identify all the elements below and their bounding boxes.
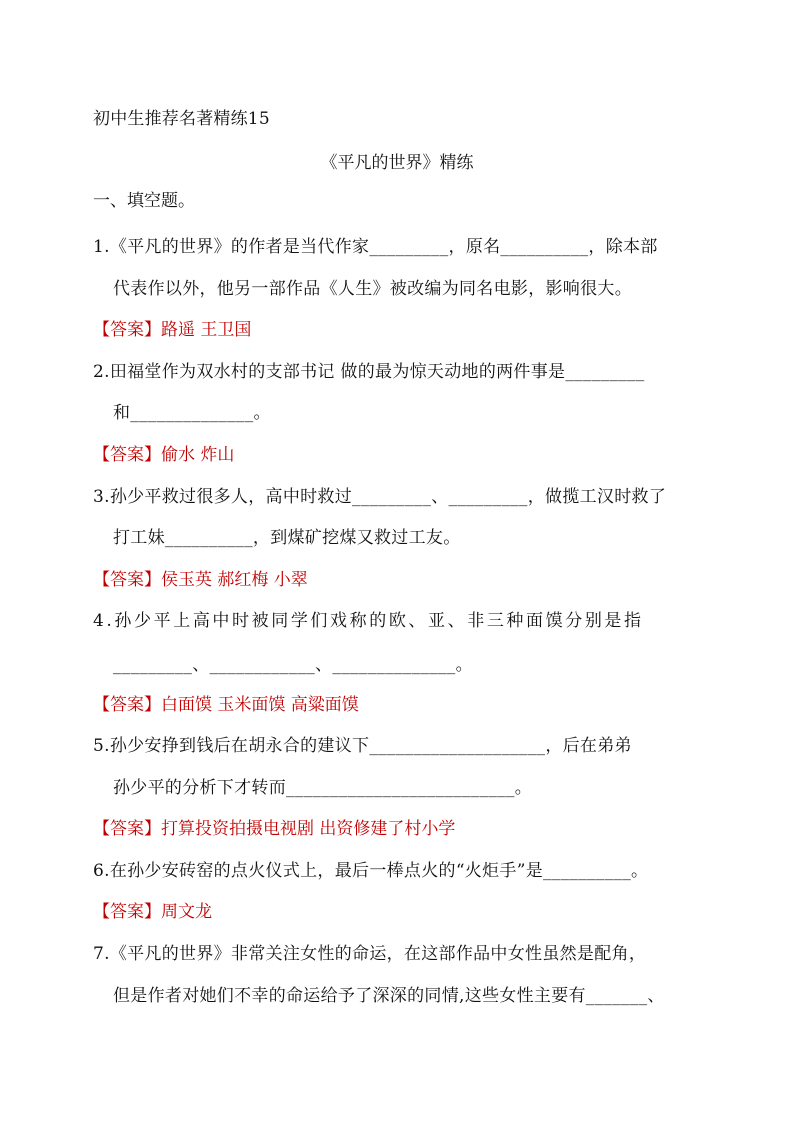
document-title: 《平凡的世界》精练 — [320, 153, 474, 173]
answer-6 — [93, 897, 212, 922]
answer-tag: 【答案】 — [93, 570, 161, 590]
answer-tag: 【答案】 — [93, 445, 161, 465]
question-3-line-2: 打工妹__________，到煤矿挖煤又救过工友。 — [113, 528, 461, 548]
question-5-line-2: 孙少平的分析下才转而__________________________。 — [113, 778, 533, 798]
answer-2 — [93, 440, 234, 465]
question-3-line-1: 3.孙少平救过很多人，高中时救过_________、_________，做揽工汉时救了 — [93, 487, 667, 507]
answer-5 — [93, 814, 455, 839]
question-1-line-1: 1.《平凡的世界》的作者是当代作家_________，原名__________，除本部 — [93, 237, 658, 257]
answer-text: 打算投资拍摄电视剧 出资修建了村小学 — [161, 819, 456, 839]
answer-1 — [93, 315, 251, 340]
question-7-line-2: 但是作者对她们不幸的命运给予了深深的同情,这些女性主要有_______、 — [113, 986, 665, 1006]
answer-text: 路遥 王卫国 — [161, 320, 252, 340]
answer-text: 周文龙 — [161, 902, 212, 922]
question-2-line-2: 和______________。 — [113, 403, 271, 423]
answer-text: 白面馍 玉米面馍 高粱面馍 — [161, 695, 359, 715]
question-4-line-2: _________、____________、______________。 — [113, 655, 473, 675]
answer-tag: 【答案】 — [93, 902, 161, 922]
answer-tag: 【答案】 — [93, 819, 161, 839]
answer-text: 偷水 炸山 — [161, 445, 235, 465]
question-6-line-1: 6.在孙少安砖窑的点火仪式上，最后一棒点火的“火炬手”是__________。 — [93, 861, 649, 881]
question-1-line-2: 代表作以外，他另一部作品《人生》被改编为同名电影，影响很大。 — [113, 279, 632, 299]
answer-text: 侯玉英 郝红梅 小翠 — [161, 570, 308, 590]
section-heading: 一、填空题。 — [93, 191, 195, 211]
answer-tag: 【答案】 — [93, 320, 161, 340]
question-4-line-1: 4.孙少平上高中时被同学们戏称的欧、亚、非三种面馍分别是指 — [93, 611, 644, 631]
question-7-line-1: 7.《平凡的世界》非常关注女性的命运，在这部作品中女性虽然是配角， — [93, 944, 647, 964]
answer-3 — [93, 565, 308, 590]
question-2-line-1: 2.田福堂作为双水村的支部书记 做的最为惊天动地的两件事是_________ — [93, 362, 645, 382]
answer-tag: 【答案】 — [93, 695, 161, 715]
question-5-line-1: 5.孙少安挣到钱后在胡永合的建议下____________________，后在弟弟 — [93, 736, 632, 756]
answer-4 — [93, 690, 359, 715]
document-header: 初中生推荐名著精练15 — [93, 109, 270, 129]
